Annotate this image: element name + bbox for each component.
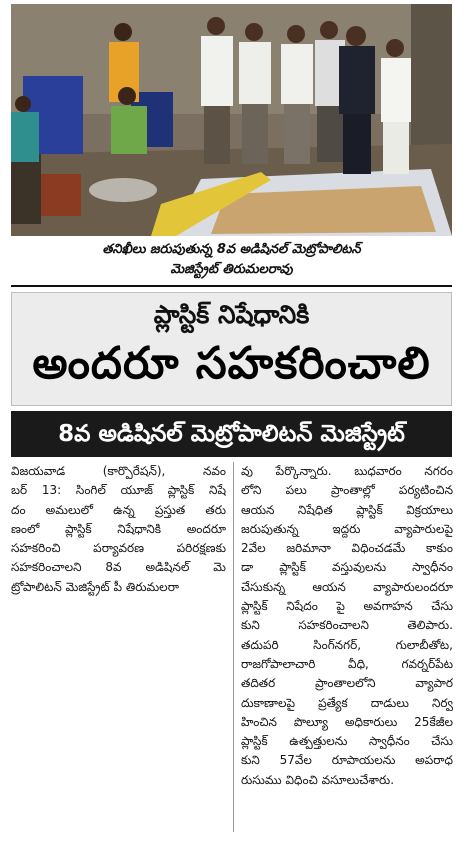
article-line: లోని పలు ప్రాంతాల్లో పర్యటించిన [241, 483, 453, 498]
article-line: వు పేర్కొన్నారు. బుధవారం నగరం [241, 464, 453, 478]
photo-caption [11, 240, 452, 280]
divider-rule [11, 285, 452, 287]
news-photo [11, 4, 452, 236]
article-line: తదితర ప్రాంతాలలోని వ్యాపార [241, 676, 453, 691]
article-column-left [11, 462, 226, 597]
column-divider [233, 462, 234, 832]
headline-kicker: ప్లాస్టిక్ నిషేధానికి [153, 300, 310, 329]
headline-main: అందరూ సహకరించాలి [32, 338, 431, 389]
caption-line-1: తనిఖీలు జరుపుతున్న 8వ అడిషినల్ మెట్రోపాలిటన్ [102, 242, 361, 257]
article-column-right [241, 462, 453, 790]
article-line: జరుపుతున్న ఇద్దరు వ్యాపారులపై [241, 521, 453, 536]
article-line: కుని సహకరించాలని తెలిపారు. [241, 618, 453, 633]
article-line: సహకరించి పర్యావరణ పరిరక్షణకు [11, 541, 226, 556]
article-line: రుసుము విధించి వసూలుచేశారు. [241, 772, 395, 787]
article-line: బర్ 13: సింగిల్ యూజ్ ప్లాస్టిక్ నిషే [11, 483, 226, 498]
article-line: ఆయన నిషేధిత ప్లాస్టిక్ విక్రయాలు [241, 502, 453, 517]
article-line: దం అమలులో ఉన్న ప్రస్తుత తరు [11, 502, 226, 517]
article-line: సహకరించాలని 8వ అడిషినల్ మె [11, 560, 226, 575]
article-line: డా ప్లాస్టిక్ వస్తువులను స్వాధీనం [241, 560, 453, 575]
article-line: ణంలో ప్లాస్టిక్ నిషేధానికి అందరూ [11, 521, 226, 536]
article-line: రాజగోపాలాచారి వీధి, గవర్నర్‌పేట [241, 656, 453, 671]
article-line: తదుపరి సింగ్‌నగర్, గులాబీతోట, [241, 637, 453, 652]
article-line: ప్లాస్టిక్ ఉత్పత్తులను స్వాధీనం చేసు [241, 734, 453, 749]
article-line: హించిన పొల్యూ అధికారులు 25కేజీల [241, 714, 453, 729]
inspection-photo-illustration [11, 4, 452, 236]
article-line: దుకాణాలపై ప్రత్యేక దాడులు నిర్వ [241, 695, 453, 710]
article-line: కుని 57వేల రూపాయలను అపరాధ [241, 753, 453, 768]
caption-line-2: మెజిస్ట్రేట్ తిరుమలరావు [170, 262, 293, 277]
article-line: విజయవాడ (కార్పొరేషన్), నవం [11, 464, 226, 478]
article-line: ట్రోపాలిటన్ మెజిస్ట్రేట్ పీ తిరుమలరా [11, 579, 179, 594]
headline-box [11, 292, 452, 406]
article-line: ప్లాస్టిక్ నిషేదం పై అవగాహన చేసు [241, 599, 453, 614]
subhead-bar: 8వ అడిషినల్ మెట్రోపాలిటన్ మెజిస్ట్రేట్ [11, 411, 452, 457]
article-line: చేసుకున్న ఆయన వ్యాపారులందరూ [241, 579, 453, 594]
article-line: 2వేల జరిమానా విధించడమే కాకుం [241, 541, 453, 556]
